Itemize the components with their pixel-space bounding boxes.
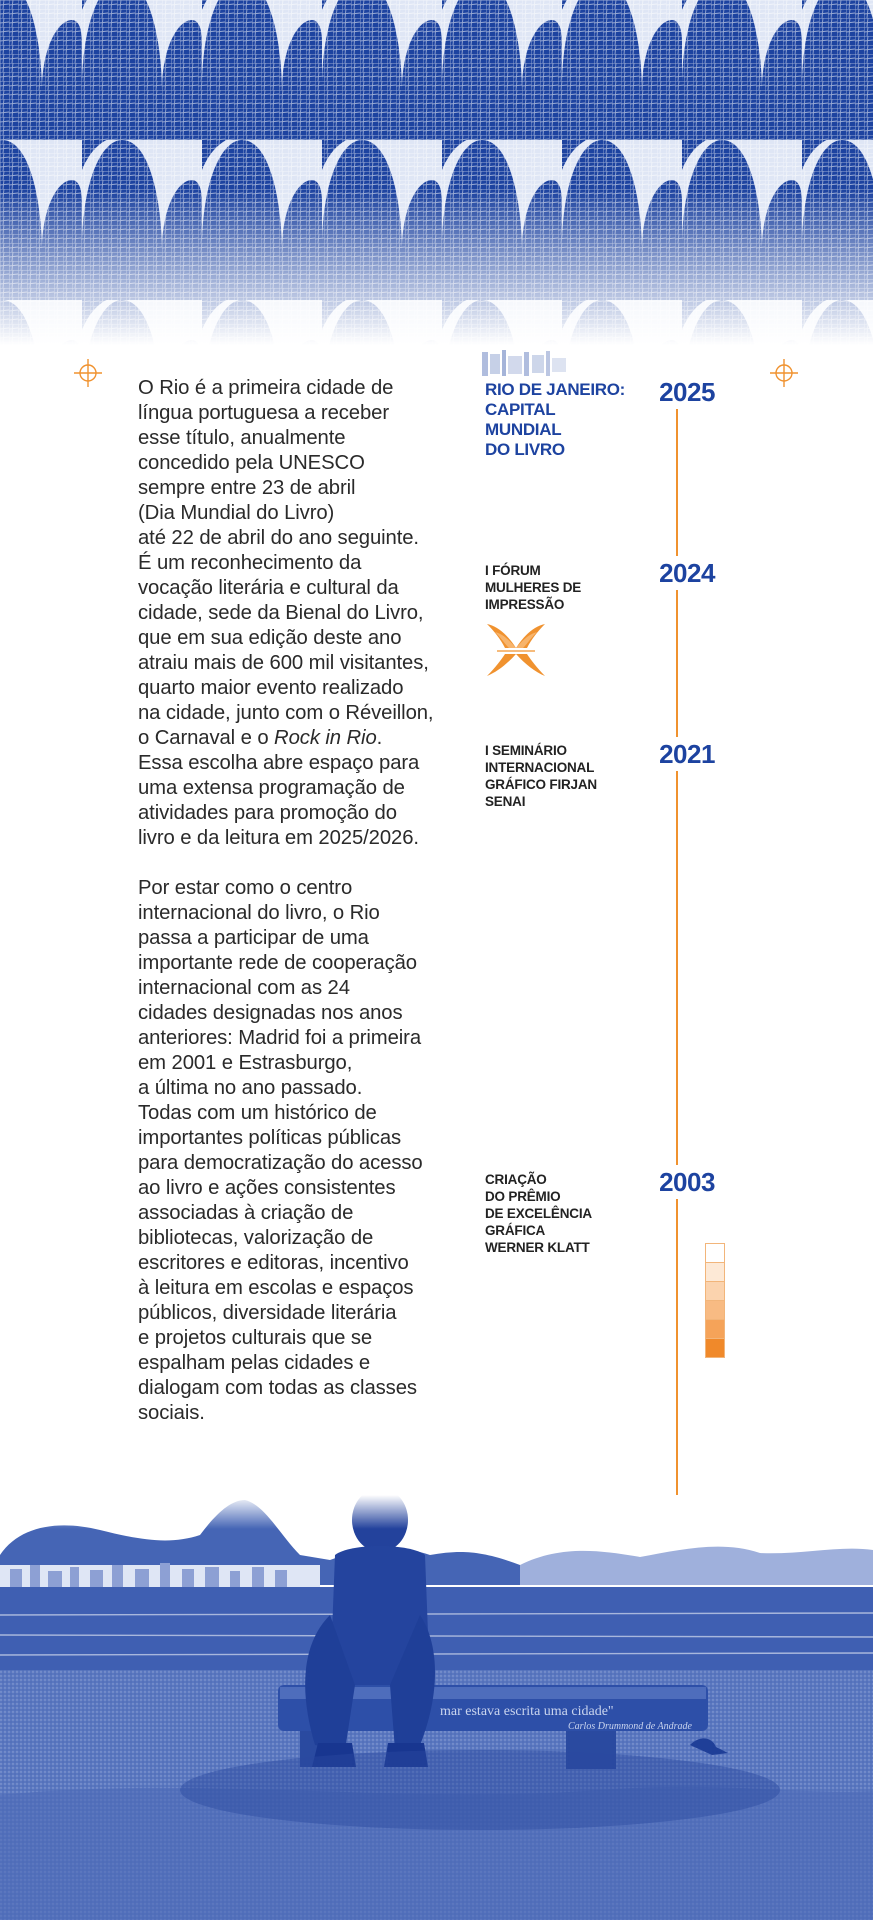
timeline-event-2021: I SEMINÁRIO INTERNACIONAL GRÁFICO FIRJAN SENAI — [485, 743, 597, 809]
color-swatch — [705, 1320, 725, 1339]
timeline-year-2021: 2021 — [630, 737, 744, 771]
timeline-event-2024: I FÓRUM MULHERES DE IMPRESSÃO — [485, 563, 582, 612]
timeline-year-2003: 2003 — [630, 1165, 744, 1199]
color-swatch — [705, 1339, 725, 1358]
paragraph-1: O Rio é a primeira cidade de língua portuguesa a receber esse título, anualmente concedido pela UNESCO sempre entre 23 de abril (Dia Mundial do Livro) até 22 de abril do ano seguinte. É um reconhecimento da vocação literária e cultural da cidade, sede da Bienal do Livro, que em sua edição deste ano atraiu mais de 600 mil visitantes, quarto maior evento realizado na cidade, junto com o Réveillon, o Carnaval e o Rock in Rio. Essa escolha abre espaço para uma extensa programação de atividades para promoção do livro e da leitura em 2025/2026. — [138, 377, 434, 849]
drummond-statue-photo — [0, 1495, 873, 1920]
timeline-year-2025: 2025 — [630, 375, 744, 409]
timeline-year-2024: 2024 — [630, 556, 744, 590]
timeline-event-2025: RIO DE JANEIRO: CAPITAL MUNDIAL DO LIVRO — [485, 380, 626, 459]
paragraph-2: Por estar como o centro internacional do livro, o Rio passa a participar de uma importante rede de cooperação internacional com as 24 cidades designadas nos anos anteriores: Madrid foi a primeira em 2001 e Estrasburgo, a última no ano passado. Todas com um histórico de importantes políticas públicas para democratização do acesso ao livro e ações consistentes associadas à criação de bibliotecas, valorização de escritores e editoras, incentivo à leitura em escolas e espaços públicos, diversidade literária e projetos culturais que se espalham pelas cidades e dialogam com todas as classes sociais. — [138, 877, 423, 1424]
color-swatch — [705, 1282, 725, 1301]
rock-in-rio-term: Rock in Rio — [274, 727, 377, 749]
color-swatch-strip — [705, 1243, 725, 1358]
mulheres-de-impressao-logo — [485, 618, 547, 682]
color-swatch — [705, 1243, 725, 1263]
registration-mark-right — [770, 359, 798, 387]
timeline-event-2003: CRIAÇÃO DO PRÊMIO DE EXCELÊNCIA GRÁFICA WERNER KLATT — [485, 1172, 592, 1255]
body-text — [138, 376, 448, 1426]
copacabana-wave-mosaic — [0, 0, 873, 345]
color-swatch — [705, 1263, 725, 1282]
color-swatch — [705, 1301, 725, 1320]
registration-mark-left — [74, 359, 102, 387]
glitch-text-ornament — [482, 350, 572, 378]
